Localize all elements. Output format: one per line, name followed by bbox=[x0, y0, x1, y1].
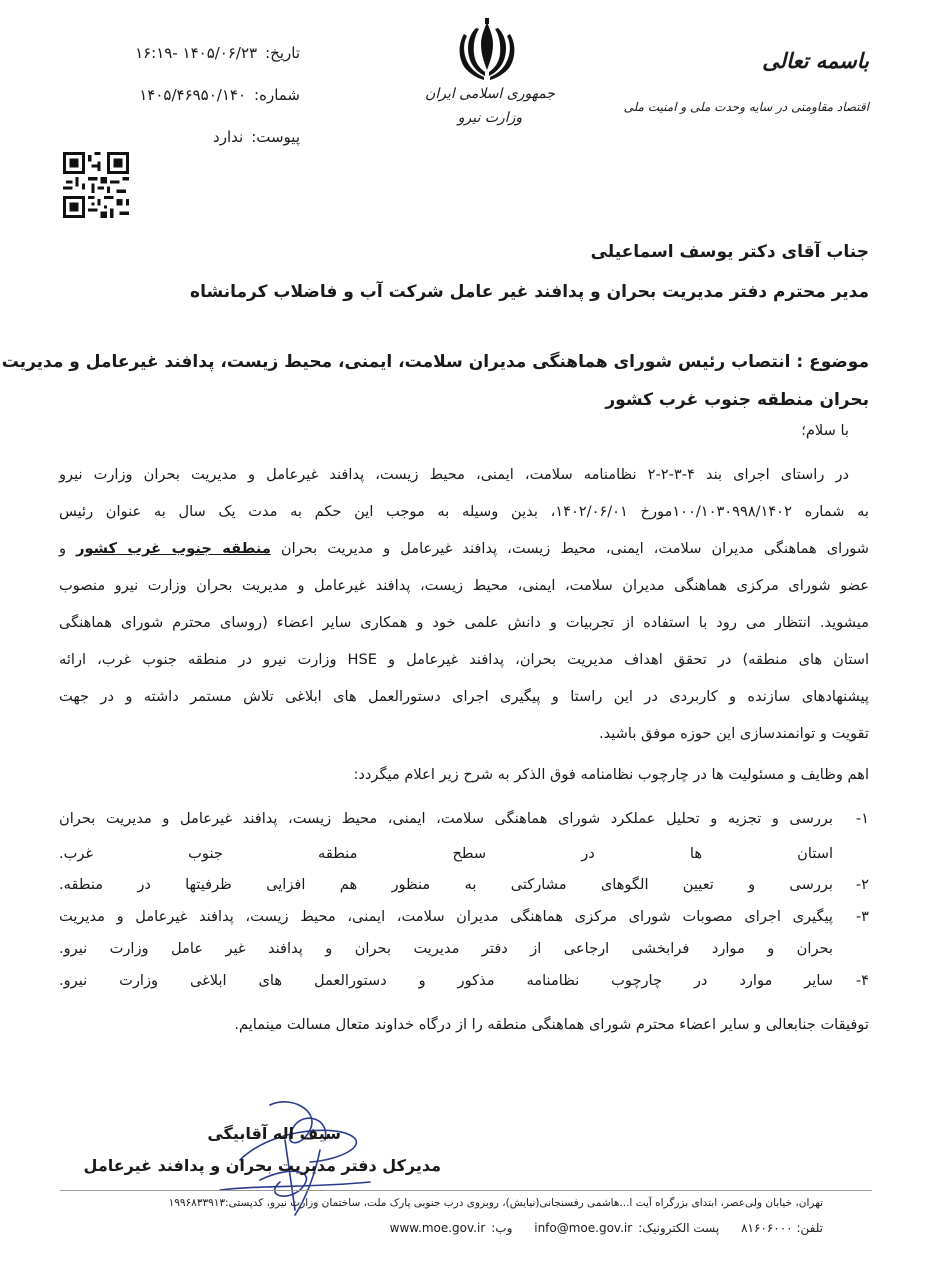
footer-address: تهران، خیابان ولی‌عصر، ابتدای بزرگراه آیت ا...هاشمی رفسنجانی(نیایش)، روبروی درب جنوبی پارک ملت، ساختمان وزارت نیرو، کدپستی:۱۹۹۶۸۳۳۹۱۳ bbox=[168, 1197, 823, 1209]
duty-line: بحران و موارد فرابخشی ارجاعی از دفتر مدیریت بحران و پدافند غیر عامل وزارت نیرو. bbox=[59, 940, 833, 957]
basmeh-heading: باسمه تعالی bbox=[762, 48, 869, 73]
signer-title: مدیرکل دفتر مدیریت بحران و پدافند غیرعامل bbox=[83, 1156, 441, 1175]
date-value: ۱۴۰۵/۰۶/۲۳ -۱۶:۱۹ bbox=[135, 44, 258, 62]
signer-name: سیف اله آقابیگی bbox=[207, 1124, 341, 1143]
attachment-label: پیوست: bbox=[251, 128, 300, 146]
body-text: شورای هماهنگی مدیران سلامت، ایمنی، محیط زیست، پدافند غیرعامل و مدیریت بحران bbox=[280, 540, 870, 557]
number-value: ۱۴۰۵/۴۶۹۵۰/۱۴۰ bbox=[139, 86, 247, 104]
addressee-name: جناب آقای دکتر یوسف اسماعیلی bbox=[590, 242, 869, 262]
iran-emblem-icon bbox=[448, 18, 526, 84]
duty-number: ۱- bbox=[855, 810, 869, 827]
footer-contact bbox=[372, 1221, 823, 1235]
footer-divider bbox=[60, 1190, 872, 1191]
body-line bbox=[59, 540, 869, 557]
footer-web-label: وب: bbox=[491, 1221, 513, 1235]
footer-phone: تلفن: ۸۱۶۰۶۰۰۰ bbox=[741, 1221, 823, 1235]
number-label: شماره: bbox=[254, 86, 300, 104]
footer-email[interactable]: info@moe.gov.ir bbox=[534, 1221, 633, 1235]
body-line: پیشنهادهای سازنده و کاربردی در این راستا و پیگیری اجرای دستورالعمل های ابلاغی تلاش مستمر داشته و در جهت bbox=[59, 688, 869, 705]
duty-line: بررسی و تعیین الگوهای مشارکتی به منظور هم افزایی ظرفیتها در منطقه. bbox=[59, 876, 833, 893]
subject-line-2: بحران منطقه جنوب غرب کشور bbox=[605, 390, 869, 410]
emblem-gov-text: جمهوری اسلامی ایران bbox=[425, 86, 555, 102]
body-line: به شماره ۱۰۰/۱۰۳۰۹۹۸/۱۴۰۲مورخ ۱۴۰۲/۰۶/۰۱، بدین وسیله به موجب این حکم به مدت یک سال به عنوان رئیس bbox=[59, 503, 869, 520]
addressee-position: مدیر محترم دفتر مدیریت بحران و پدافند غیر عامل شرکت آب و فاضلاب کرمانشاه bbox=[190, 282, 869, 302]
region-highlight: منطقه جنوب غرب کشور bbox=[76, 540, 271, 557]
number-row bbox=[110, 86, 300, 104]
duty-number: ۴- bbox=[855, 972, 869, 989]
attachment-value: ندارد bbox=[213, 128, 244, 146]
duty-line: سایر موارد در چارچوب نظامنامه مذکور و دستورالعمل های ابلاغی وزارت نیرو. bbox=[59, 972, 833, 989]
body-line: عضو شورای مرکزی هماهنگی مدیران سلامت، ایمنی، محیط زیست، پدافند غیرعامل و مدیریت بحران وزارت نیرو منصوب bbox=[59, 577, 869, 594]
greeting: با سلام؛ bbox=[801, 422, 849, 439]
footer-web[interactable]: www.moe.gov.ir bbox=[389, 1221, 486, 1235]
qr-code-icon bbox=[63, 152, 129, 218]
slogan-text: اقتصاد مقاومتی در سایه وحدت ملی و امنیت ملی bbox=[623, 100, 869, 114]
attachment-row bbox=[110, 128, 300, 146]
closing-text: توفیقات جنابعالی و سایر اعضاء محترم شورای هماهنگی منطقه را از درگاه خداوند متعال مسالت مینمایم. bbox=[234, 1016, 869, 1033]
duty-number: ۲- bbox=[855, 876, 869, 893]
duty-line: استان ها در سطح منطقه جنوب غرب. bbox=[59, 845, 833, 862]
duty-line: بررسی و تجزیه و تحلیل عملکرد شورای هماهنگی سلامت، ایمنی، محیط زیست، پدافند غیرعامل و مدیریت بحران bbox=[59, 810, 833, 827]
body-line: میشوید. انتظار می رود با استفاده از تجربیات و دانش علمی خود و همکاری سایر اعضاء (روسای محترم شورای هماهنگی bbox=[59, 614, 869, 631]
body-line: در راستای اجرای بند ۴-۳-۲-۲ نظامنامه سلامت، ایمنی، محیط زیست، پدافند غیرعامل و مدیریت بحران وزارت نیرو bbox=[59, 466, 850, 483]
duty-number: ۳- bbox=[855, 908, 869, 925]
date-row bbox=[110, 44, 300, 62]
body-line: استان های منطقه) در تحقق اهداف مدیریت بحران، پدافند غیرعامل و HSE وزارت نیرو در منطقه جنوب غرب، ارائه bbox=[59, 651, 870, 668]
duty-line: پیگیری اجرای مصوبات شورای مرکزی هماهنگی مدیران سلامت، ایمنی، محیط زیست، پدافند غیرعامل و مدیریت bbox=[59, 908, 833, 925]
duties-intro: اهم وظایف و مسئولیت ها در چارچوب نظامنامه فوق الذکر به شرح زیر اعلام میگردد: bbox=[353, 766, 869, 783]
footer-email-label: پست الکترونیک: bbox=[638, 1221, 720, 1235]
subject-line-1: موضوع : انتصاب رئیس شورای هماهنگی مدیران سلامت، ایمنی، محیط زیست، پدافند غیرعامل و مدیریت bbox=[1, 352, 869, 372]
body-text: و bbox=[59, 540, 67, 557]
emblem-ministry-text: وزارت نیرو bbox=[457, 110, 523, 126]
body-line: تقویت و توانمندسازی این حوزه موفق باشید. bbox=[598, 725, 869, 742]
date-label: تاریخ: bbox=[265, 44, 300, 62]
